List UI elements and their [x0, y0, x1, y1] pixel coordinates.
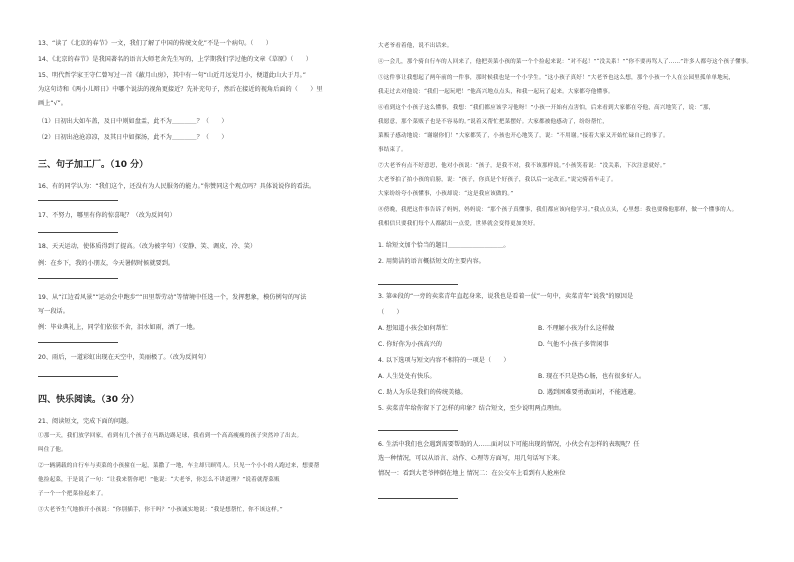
passage-paragraph-4: ④一会儿，那个骑自行车的人回来了，他把卖菜小孩的菜一个个捡起来说：“对不起！”“没关系！”“你不要再骂人了……”许多人都夸这个孩子懂事。: [378, 59, 753, 65]
option-d: D. 遇到困难要勇敢面对，不能逃避。: [538, 389, 640, 396]
subquestion-6-cont: 选一种情况，可以从语言、动作、心理等方面写，用几句话写下来。: [378, 455, 564, 462]
passage-paragraph-6: ⑥看到这个小孩子这么懂事，我想：“我们都应该学习他呀！”小孩一开始有点害怕，后来看到大家都在夸他，高兴地笑了，说：“那，: [378, 105, 715, 111]
question-13: 13、“读了《北京的春节》一文，我们了解了中国的传统文化”不是一个病句。（ ）: [38, 40, 272, 47]
option-a: A. 想知道小孩会如何帮忙: [378, 325, 448, 332]
question-15-option2: （2）日初出沧沧凉凉，及其日中如探汤，此不为＿＿＿＿？（ ）: [38, 134, 228, 141]
answer-line: [378, 284, 458, 285]
question-19-example: 例：毕业典礼上，同学们依依不舍，泪水如雨，洒了一地。: [38, 324, 199, 331]
passage-paragraph-5-cont: 我走过去对他说：“我们一起玩吧！”他高兴地点点头，和我一起玩了起来。大家都夸他懂事。: [378, 89, 614, 95]
situation-options: 情况一：看到大老爷摔倒在地上 情况二：在公交车上看到有人抢座位: [378, 470, 566, 477]
passage-paragraph-2-end: 子一个一个把菜捡起来了。: [38, 491, 107, 497]
passage-paragraph-7-end: 大家纷纷夸小孩懂事，小孩却说：“这是我应该做的。”: [378, 191, 514, 197]
subquestion-3: 3. 第④段的“一旁的卖菜青年直起身来，说我也是看着一仗”一句中，卖菜青年“说我”的原因是: [378, 293, 634, 300]
passage-paragraph-2-cont: 他捡起菜，于是说了一句：“让我来帮你吧！”他说：“大老爷，你怎么不讲道理？”说着就帮菜贩: [38, 477, 280, 483]
question-17: 17、不努力，哪里有你的惊喜呢？（改为反问句）: [38, 212, 176, 219]
section-3-heading: 三、句子加工厂。（10 分）: [38, 160, 149, 170]
subquestion-4: 4. 以下选项与短文内容不相符的一项是（ ）: [378, 357, 510, 364]
answer-line: [38, 342, 118, 343]
subquestion-6: 6. 生活中我们也会遇到需要帮助的人……面对以下可能出现的情况，小伙会有怎样的表现呢？任: [378, 441, 640, 448]
question-19-line1: 19、从“江边看风景”“运动会中跑步”“田里帮劳动”等情境中任选一个，发挥想象，模仿例句的写法: [38, 294, 307, 301]
question-16: 16、有的同学认为：“我们这个，还没有为人民服务的能力。”你赞同这个观点吗？具体说说你的看法。: [38, 183, 316, 190]
passage-paragraph-6-end: 事结束了。: [378, 147, 407, 153]
question-19-line2: 写一段话。: [38, 308, 69, 315]
question-18-example: 例：在乡下，我的小朋友，今天暑假时候就要到。: [38, 260, 175, 267]
answer-line: [38, 278, 118, 279]
option-a: A. 人生处处有快乐。: [378, 373, 436, 380]
question-20: 20、雨后，一道彩虹出现在天空中，美丽极了。（改为反问句）: [38, 354, 210, 361]
answer-line: [378, 498, 458, 499]
option-c: C. 助人为乐是我们的传统美德。: [378, 389, 467, 396]
subquestion-3-paren: （ ）: [378, 309, 403, 316]
passage-paragraph-8: ⑧傍晚，我把这件事告诉了妈妈，妈妈说：“那个孩子真懂事，我们都应该向他学习。”我点点头，心里想：我也要像他那样，做一个懂事的人。: [378, 207, 738, 213]
passage-paragraph-6-cont: 我愿意，那个菜贩子也是不容易的。”说着又帮忙把菜摆好。大家都被他感动了，纷纷帮忙，: [378, 119, 608, 125]
question-18: 18、天天运动，使体质得到了提高。（改为被字句）（安静、笑、调皮、冷、笑）: [38, 243, 257, 250]
passage-paragraph-7-cont: 大老爷拍了拍小孩的肩膀，说：“孩子，你真是个好孩子，我以后一定改正。”说完骑着车走了。: [378, 177, 617, 183]
question-15-line1: 15、明代哲学家王守仁曾写过一首《蔽月山房》，其中有一句“山近月远觉月小，便道此山大于月。”: [38, 72, 306, 79]
passage-paragraph-1: ①那一天，我们放学回家，看到有几个孩子在马路边踢足球，我看到一个高高瘦瘦的孩子突然冲了出去。: [38, 433, 303, 439]
answer-line: [38, 232, 118, 233]
answer-line: [38, 376, 118, 377]
option-c: C. 你好你为小孩高兴的: [378, 341, 442, 348]
option-d: D. 气他不小孩子多管闲事: [538, 341, 609, 348]
question-21: 21、阅读短文，完成下面的问题。: [38, 418, 133, 425]
passage-paragraph-6-cont2: 菜贩子感动地说：“谢谢你们！”大家都笑了，小孩也开心地笑了，说：“不用谢。”接着大家又开始忙碌自己的事了。: [378, 133, 669, 139]
question-14: 14、《北京的春节》是我国著名的语言大师老舍先生写的，上学期我们学过他的文章《草原》（ ）: [38, 56, 312, 63]
option-b: B. 现在不只是热心肠，也有很多好人。: [538, 373, 646, 380]
passage-paragraph-8-end: 我相信只要我们每个人都献出一点爱，世界就会变得更加美好。: [378, 221, 539, 227]
subquestion-2: 2. 用简洁的语言概括短文的主要内容。: [378, 258, 485, 265]
answer-line: [38, 200, 118, 201]
passage-paragraph-5: ⑤这件事让我想起了两年前的一件事，那时候我也是一个小学生。“这小孩子真好！”大老爷也这么想，那个小孩一个人在公园里孤单单地玩，: [378, 75, 735, 81]
question-15-option1: （1）日初出大如车盖，及日中则如盘盂，此不为＿＿＿＿？（ ）: [38, 118, 228, 125]
answer-line: [378, 430, 458, 431]
question-15-line2: 为这句诗和《两小儿辩日》中哪个说法的视角更接近？先补充句子，然后在接近的视角后面的（ ）里: [38, 86, 323, 93]
option-b: B. 不理解小孩为什么这样做: [538, 325, 615, 332]
passage-line: 大老爷看着他，说不出话来。: [378, 43, 453, 49]
passage-paragraph-1-cont: 叫住了他。: [38, 447, 67, 453]
passage-paragraph-3: ③大老爷生气地推开小孩说：“你别插手，你干吗？”小孩诚实地说：“我是想帮忙，你不该这样。”: [38, 507, 283, 513]
subquestion-5: 5. 卖菜青年给你留下了怎样的印象？结合短文，至少说明两点理由。: [378, 405, 566, 412]
section-4-heading: 四、快乐阅读。（30 分）: [38, 395, 140, 405]
passage-paragraph-7: ⑦大老爷有点不好意思，他对小孩说：“孩子，是我不对，我不该那样说。”小孩笑着说：“没关系，下次注意就好。”: [378, 163, 666, 169]
subquestion-1: 1. 给短文加个恰当的题目＿＿＿＿＿＿＿＿＿。: [378, 242, 510, 249]
question-15-line3: 画上“√”。: [38, 100, 67, 107]
passage-paragraph-2: ②一辆满载的自行车与卖菜的小孩撞在一起，菜撒了一地，车主却只顾骂人。只见一个小小的人跑过来，想要帮: [38, 463, 320, 469]
